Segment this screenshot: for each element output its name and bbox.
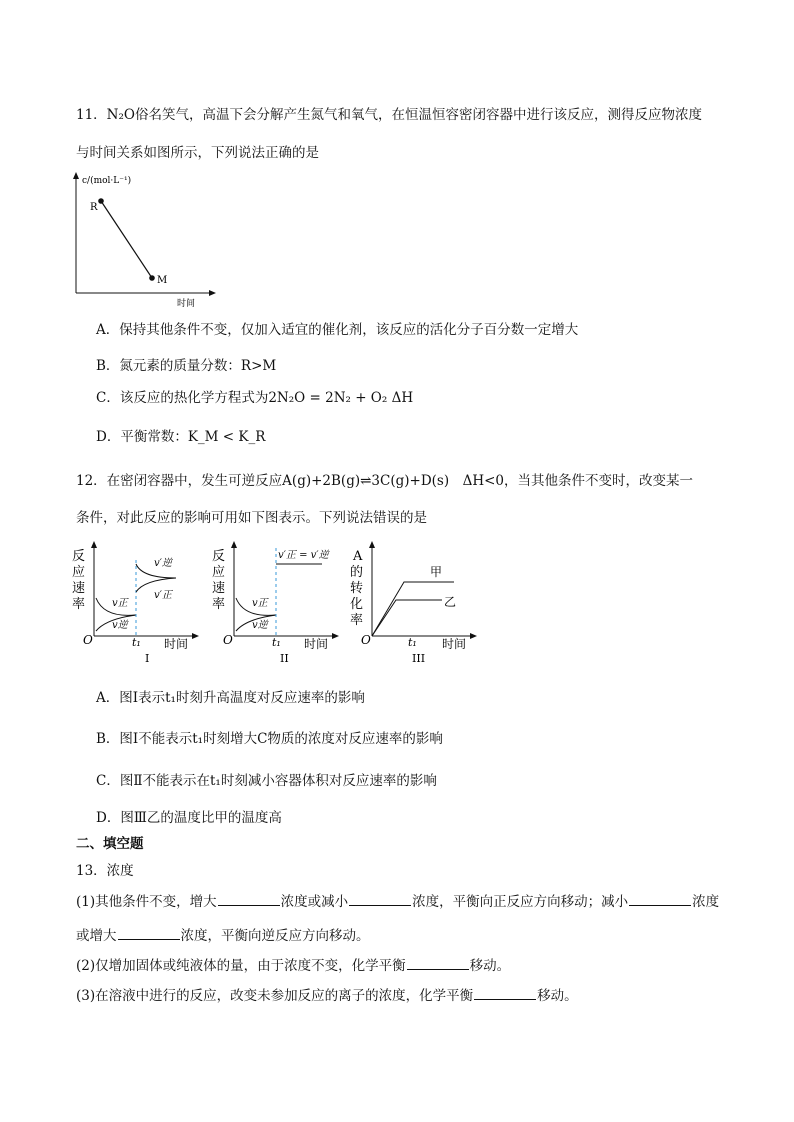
fig3-y-axis-label: [350, 549, 363, 628]
svg-text:速: 速: [72, 581, 86, 596]
q11-stem-line1: 11．N₂O俗名笑气，高温下会分解产生氮气和氧气，在恒温恒容密闭容器中进行该反应，测得反应物浓度: [76, 107, 702, 123]
q12-figure-2: [212, 540, 342, 668]
point-r: [98, 198, 104, 204]
fig2-caption: II: [280, 652, 289, 665]
q12-stem-line1: 12．在密闭容器中，发生可逆反应A(g)+2B(g)⇌3C(g)+D(s) ΔH<0，当其他条件不变时，改变某一: [76, 473, 694, 489]
fig1-origin: O: [83, 633, 93, 647]
q11-option-a: A．保持其他条件不变，仅加入适宜的催化剂，该反应的活化分子百分数一定增大: [96, 322, 579, 338]
fig1-t1: t₁: [132, 636, 141, 649]
fig2-v-reverse: v逆: [252, 620, 268, 631]
fig3-origin: O: [361, 633, 371, 647]
section-heading: 二、填空题: [76, 836, 144, 852]
fig1-x-axis-label: 时间: [164, 637, 189, 651]
fig2-origin: O: [223, 633, 233, 647]
fig2-t1: t₁: [272, 636, 281, 649]
fig3-t1: t₁: [408, 636, 417, 649]
q12-option-b: B．图Ⅰ不能表示t₁时刻增大C物质的浓度对反应速率的影响: [96, 731, 443, 747]
blank-6[interactable]: [474, 985, 536, 1000]
svg-text:应: 应: [72, 565, 86, 580]
fig2-v-equal: v′正 = v′逆: [278, 550, 329, 561]
q11-y-axis-label: c/(mol·L⁻¹): [82, 176, 132, 186]
svg-text:速: 速: [212, 581, 226, 596]
label-m: M: [157, 275, 168, 286]
fig1-v-reverse: v逆: [112, 620, 128, 631]
q12-stem-line2: 条件，对此反应的影响可用如下图表示。下列说法错误的是: [76, 510, 427, 526]
q13-part1-line2: 或增大 浓度，平衡向逆反应方向移动。: [76, 925, 370, 946]
q12-figure-3: [350, 540, 480, 668]
q11-option-b: B．氮元素的质量分数：R>M: [96, 358, 277, 374]
q11-option-c: C．该反应的热化学方程式为2N₂O = 2N₂ + O₂ ΔH: [96, 390, 414, 406]
q13-part2: (2)仅增加固体或纯液体的量，由于浓度不变，化学平衡 移动。: [76, 955, 510, 976]
label-r: R: [90, 202, 98, 213]
fig3-x-axis-label: 时间: [442, 637, 467, 651]
svg-text:反: 反: [212, 549, 226, 564]
q11-option-d: D．平衡常数：K_M < K_R: [96, 429, 266, 445]
blank-2[interactable]: [349, 891, 411, 906]
svg-text:转: 转: [350, 581, 364, 596]
fig2-x-axis-label: 时间: [304, 637, 329, 651]
q13-part3: (3)在溶液中进行的反应，改变未参加反应的离子的浓度，化学平衡 移动。: [76, 985, 578, 1006]
svg-text:率: 率: [72, 597, 86, 612]
q12-option-d: D．图Ⅲ乙的温度比甲的温度高: [96, 810, 282, 826]
fig1-v-forward: v正: [112, 598, 128, 609]
fig1-caption: I: [145, 652, 150, 665]
fig3-caption: III: [412, 652, 426, 665]
q12-option-c: C．图Ⅱ不能表示在t₁时刻减小容器体积对反应速率的影响: [96, 773, 437, 789]
svg-text:的: 的: [350, 565, 364, 580]
q12-figure-1: [72, 540, 202, 668]
svg-text:率: 率: [350, 613, 364, 628]
label-jia: 甲: [430, 565, 443, 579]
fig1-y-axis-label: [72, 549, 85, 612]
fig2-v-forward: v正: [252, 598, 268, 609]
fig2-y-axis-label: [212, 549, 225, 612]
svg-text:反: 反: [72, 549, 86, 564]
svg-text:A: A: [353, 549, 363, 564]
svg-text:应: 应: [212, 565, 226, 580]
blank-1[interactable]: [218, 891, 280, 906]
q11-stem-line2: 与时间关系如图所示，下列说法正确的是: [76, 145, 319, 161]
q11-x-axis-label: 时间: [177, 299, 196, 309]
q11-concentration-graph: [70, 172, 220, 312]
blank-5[interactable]: [407, 955, 469, 970]
label-yi: 乙: [444, 595, 457, 609]
q13-title: 13．浓度: [76, 863, 134, 879]
svg-text:率: 率: [212, 597, 226, 612]
point-m: [149, 275, 155, 281]
fig1-v-forward-prime: v′正: [154, 590, 172, 601]
q12-option-a: A．图Ⅰ表示t₁时刻升高温度对反应速率的影响: [96, 690, 365, 706]
svg-text:化: 化: [350, 597, 364, 612]
blank-4[interactable]: [118, 925, 180, 940]
curve-jia: [372, 582, 457, 636]
blank-3[interactable]: [629, 891, 691, 906]
q13-part1-line1: (1)其他条件不变，增大 浓度或减小 浓度，平衡向正反应方向移动；减小 浓度: [76, 891, 719, 912]
fig1-v-reverse-prime: v′逆: [154, 558, 172, 569]
